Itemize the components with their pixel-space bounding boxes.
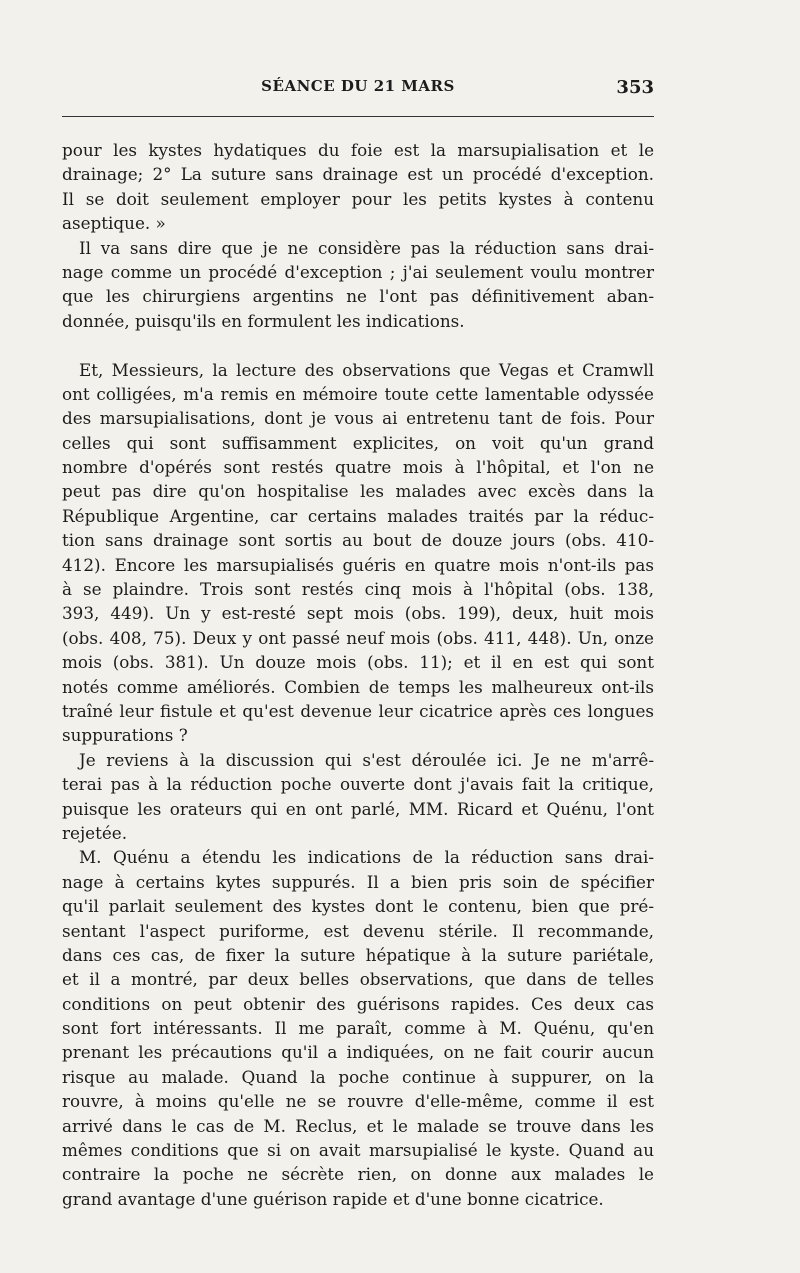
header-title: SÉANCE DU 21 MARS [261,77,455,95]
text-line: qu'il parlait seulement des kystes dont le contenu, bien que pré- [62,896,654,917]
text-line: Et, Messieurs, la lecture des observations que Vegas et Cramwll [79,359,654,380]
paragraph [62,236,654,334]
text-line: prenant les précautions qu'il a indiquées, on ne fait courir aucun [62,1042,654,1063]
text-line: nage à certains kytes suppurés. Il a bien pris soin de spécifier [62,871,654,892]
paragraph [62,748,654,846]
paragraph [62,138,654,236]
text-line: tion sans drainage sont sortis au bout de douze jours (obs. 410- [62,530,654,551]
text-line: terai pas à la réduction poche ouverte dont j'avais fait la critique, [62,774,654,795]
text-line: puisque les orateurs qui en ont parlé, MM. Ricard et Quénu, l'ont [62,798,654,819]
text-line: traîné leur fistule et qu'est devenue leur cicatrice après ces longues [62,700,654,721]
paragraph-gap [62,333,654,357]
running-header [62,77,654,101]
text-line: dans ces cas, de fixer la suture hépatique à la suture pariétale, [62,944,654,965]
text-line: mêmes conditions que si on avait marsupialisé le kyste. Quand au [62,1140,654,1161]
text-line: drainage; 2° La suture sans drainage est un procédé d'exception. [62,164,654,185]
text-line: sentant l'aspect puriforme, est devenu stérile. Il recommande, [62,920,654,941]
text-line: République Argentine, car certains malades traités par la réduc- [62,505,654,526]
body-text [62,138,654,1211]
text-line: nage comme un procédé d'exception ; j'ai seulement voulu montrer [62,261,654,282]
text-line: pour les kystes hydatiques du foie est la marsupialisation et le [62,140,654,160]
text-line: aseptique. » [62,213,166,234]
paragraph [62,845,654,1211]
text-line: 412). Encore les marsupialisés guéris en quatre mois n'ont-ils pas [62,554,654,575]
text-line: rouvre, à moins qu'elle ne se rouvre d'elle-même, comme il est [62,1091,654,1112]
text-line: 393, 449). Un y est-resté sept mois (obs. 199), deux, huit mois [62,603,654,624]
text-line: mois (obs. 381). Un douze mois (obs. 11); et il en est qui sont [62,652,654,673]
text-line: risque au malade. Quand la poche continue à suppurer, on la [62,1066,654,1087]
text-line: Il se doit seulement employer pour les petits kystes à contenu [62,188,654,209]
paragraph [62,358,654,748]
text-line: rejetée. [62,822,128,843]
text-line: sont fort intéressants. Il me paraît, comme à M. Quénu, qu'en [62,1018,654,1039]
text-line: Il va sans dire que je ne considère pas la réduction sans drai- [79,237,654,258]
text-line: des marsupialisations, dont je vous ai entretenu tant de fois. Pour [62,408,654,429]
text-line: peut pas dire qu'on hospitalise les malades avec excès dans la [62,481,654,502]
text-line: arrivé dans le cas de M. Reclus, et le malade se trouve dans les [62,1115,654,1136]
text-line: Je reviens à la discussion qui s'est déroulée ici. Je ne m'arrê- [79,749,654,770]
text-line: et il a montré, par deux belles observations, que dans de telles [62,969,654,990]
text-line: conditions on peut obtenir des guérisons rapides. Ces deux cas [62,993,654,1014]
page-number: 353 [616,77,654,98]
text-line: suppurations ? [62,725,188,746]
text-line: M. Quénu a étendu les indications de la réduction sans drai- [79,847,654,868]
text-line: à se plaindre. Trois sont restés cinq mois à l'hôpital (obs. 138, [62,579,654,600]
text-line: donnée, puisqu'ils en formulent les indications. [62,310,465,331]
header-rule [62,116,654,117]
text-line: grand avantage d'une guérison rapide et d'une bonne cicatrice. [62,1188,604,1209]
text-line: que les chirurgiens argentins ne l'ont pas définitivement aban- [62,286,654,307]
text-line: contraire la poche ne sécrète rien, on donne aux malades le [62,1164,654,1185]
text-line: notés comme améliorés. Combien de temps les malheureux ont-ils [62,676,654,697]
text-line: celles qui sont suffisamment explicites, on voit qu'un grand [62,432,654,453]
text-line: nombre d'opérés sont restés quatre mois à l'hôpital, et l'on ne [62,457,654,478]
text-line: (obs. 408, 75). Deux y ont passé neuf mois (obs. 411, 448). Un, onze [62,627,654,648]
text-line: ont colligées, m'a remis en mémoire toute cette lamentable odyssée [62,383,654,404]
